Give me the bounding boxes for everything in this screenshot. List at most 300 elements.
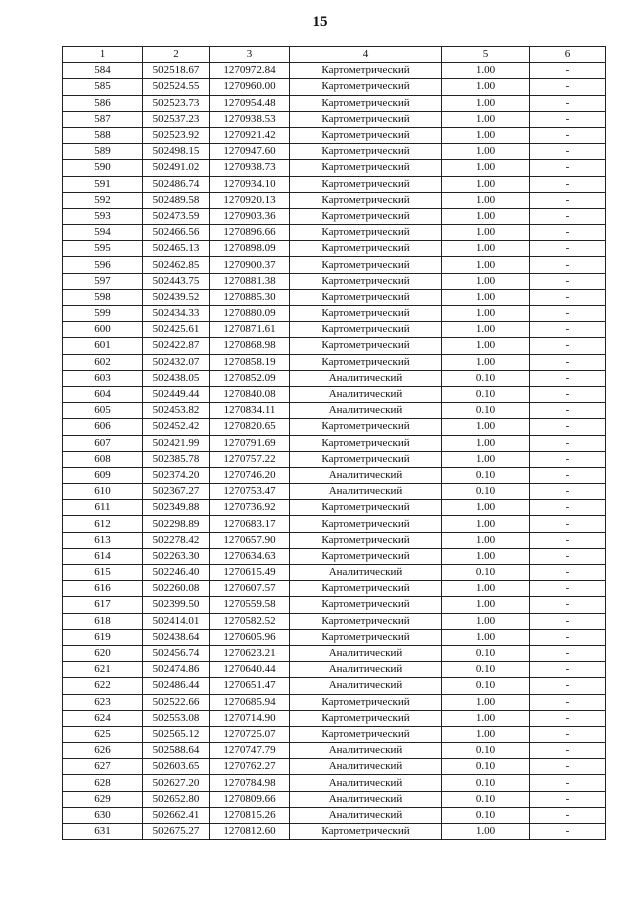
point-number-cell: 606 <box>63 419 143 435</box>
x-coordinate-cell: 502662.41 <box>143 807 210 823</box>
point-number-cell: 618 <box>63 613 143 629</box>
y-coordinate-cell: 1270920.13 <box>210 192 290 208</box>
table-row <box>63 775 606 791</box>
table-row <box>63 516 606 532</box>
accuracy-cell: 0.10 <box>442 775 530 791</box>
point-number-cell: 596 <box>63 257 143 273</box>
accuracy-cell: 1.00 <box>442 289 530 305</box>
table-row <box>63 176 606 192</box>
note-cell: - <box>530 257 606 273</box>
table-row <box>63 208 606 224</box>
accuracy-cell: 1.00 <box>442 500 530 516</box>
method-cell: Картометрический <box>290 338 442 354</box>
method-cell: Аналитический <box>290 662 442 678</box>
method-cell: Картометрический <box>290 419 442 435</box>
table-row <box>63 289 606 305</box>
y-coordinate-cell: 1270960.00 <box>210 79 290 95</box>
note-cell: - <box>530 354 606 370</box>
method-cell: Картометрический <box>290 516 442 532</box>
table-row <box>63 95 606 111</box>
table-row <box>63 565 606 581</box>
x-coordinate-cell: 502246.40 <box>143 565 210 581</box>
method-cell: Картометрический <box>290 225 442 241</box>
method-cell: Картометрический <box>290 726 442 742</box>
point-number-cell: 612 <box>63 516 143 532</box>
x-coordinate-cell: 502465.13 <box>143 241 210 257</box>
note-cell: - <box>530 597 606 613</box>
y-coordinate-cell: 1270736.92 <box>210 500 290 516</box>
y-coordinate-cell: 1270972.84 <box>210 63 290 79</box>
x-coordinate-cell: 502486.44 <box>143 678 210 694</box>
method-cell: Картометрический <box>290 306 442 322</box>
point-number-cell: 628 <box>63 775 143 791</box>
method-cell: Картометрический <box>290 127 442 143</box>
method-cell: Картометрический <box>290 613 442 629</box>
note-cell: - <box>530 759 606 775</box>
method-cell: Аналитический <box>290 370 442 386</box>
y-coordinate-cell: 1270640.44 <box>210 662 290 678</box>
point-number-cell: 602 <box>63 354 143 370</box>
accuracy-cell: 1.00 <box>442 241 530 257</box>
column-header: 6 <box>530 47 606 63</box>
table-row <box>63 403 606 419</box>
y-coordinate-cell: 1270885.30 <box>210 289 290 305</box>
accuracy-cell: 0.10 <box>442 484 530 500</box>
point-number-cell: 621 <box>63 662 143 678</box>
table-row <box>63 726 606 742</box>
note-cell: - <box>530 791 606 807</box>
y-coordinate-cell: 1270683.17 <box>210 516 290 532</box>
accuracy-cell: 0.10 <box>442 467 530 483</box>
x-coordinate-cell: 502421.99 <box>143 435 210 451</box>
method-cell: Картометрический <box>290 273 442 289</box>
method-cell: Картометрический <box>290 208 442 224</box>
point-number-cell: 609 <box>63 467 143 483</box>
note-cell: - <box>530 273 606 289</box>
y-coordinate-cell: 1270725.07 <box>210 726 290 742</box>
accuracy-cell: 1.00 <box>442 144 530 160</box>
x-coordinate-cell: 502449.44 <box>143 386 210 402</box>
y-coordinate-cell: 1270938.53 <box>210 111 290 127</box>
y-coordinate-cell: 1270898.09 <box>210 241 290 257</box>
note-cell: - <box>530 500 606 516</box>
method-cell: Картометрический <box>290 79 442 95</box>
note-cell: - <box>530 160 606 176</box>
y-coordinate-cell: 1270820.65 <box>210 419 290 435</box>
y-coordinate-cell: 1270559.58 <box>210 597 290 613</box>
accuracy-cell: 1.00 <box>442 208 530 224</box>
method-cell: Картометрический <box>290 144 442 160</box>
table-row <box>63 370 606 386</box>
note-cell: - <box>530 419 606 435</box>
accuracy-cell: 1.00 <box>442 532 530 548</box>
note-cell: - <box>530 127 606 143</box>
y-coordinate-cell: 1270762.27 <box>210 759 290 775</box>
table-row <box>63 241 606 257</box>
x-coordinate-cell: 502588.64 <box>143 743 210 759</box>
x-coordinate-cell: 502438.05 <box>143 370 210 386</box>
x-coordinate-cell: 502486.74 <box>143 176 210 192</box>
method-cell: Аналитический <box>290 743 442 759</box>
method-cell: Аналитический <box>290 759 442 775</box>
method-cell: Аналитический <box>290 467 442 483</box>
accuracy-cell: 1.00 <box>442 95 530 111</box>
method-cell: Картометрический <box>290 581 442 597</box>
y-coordinate-cell: 1270791.69 <box>210 435 290 451</box>
accuracy-cell: 1.00 <box>442 824 530 840</box>
accuracy-cell: 1.00 <box>442 127 530 143</box>
point-number-cell: 589 <box>63 144 143 160</box>
note-cell: - <box>530 645 606 661</box>
point-number-cell: 613 <box>63 532 143 548</box>
x-coordinate-cell: 502298.89 <box>143 516 210 532</box>
accuracy-cell: 1.00 <box>442 726 530 742</box>
x-coordinate-cell: 502414.01 <box>143 613 210 629</box>
table-row <box>63 532 606 548</box>
method-cell: Картометрический <box>290 354 442 370</box>
method-cell: Картометрический <box>290 710 442 726</box>
accuracy-cell: 1.00 <box>442 79 530 95</box>
y-coordinate-cell: 1270634.63 <box>210 548 290 564</box>
note-cell: - <box>530 678 606 694</box>
point-number-cell: 623 <box>63 694 143 710</box>
accuracy-cell: 1.00 <box>442 548 530 564</box>
method-cell: Картометрический <box>290 241 442 257</box>
x-coordinate-cell: 502489.58 <box>143 192 210 208</box>
y-coordinate-cell: 1270582.52 <box>210 613 290 629</box>
point-number-cell: 610 <box>63 484 143 500</box>
method-cell: Аналитический <box>290 403 442 419</box>
table-row <box>63 386 606 402</box>
x-coordinate-cell: 502422.87 <box>143 338 210 354</box>
point-number-cell: 604 <box>63 386 143 402</box>
method-cell: Аналитический <box>290 807 442 823</box>
accuracy-cell: 0.10 <box>442 662 530 678</box>
note-cell: - <box>530 726 606 742</box>
table-row <box>63 694 606 710</box>
y-coordinate-cell: 1270747.79 <box>210 743 290 759</box>
note-cell: - <box>530 629 606 645</box>
note-cell: - <box>530 241 606 257</box>
note-cell: - <box>530 208 606 224</box>
table-row <box>63 581 606 597</box>
note-cell: - <box>530 824 606 840</box>
table-row <box>63 257 606 273</box>
method-cell: Картометрический <box>290 824 442 840</box>
y-coordinate-cell: 1270714.90 <box>210 710 290 726</box>
table-row <box>63 111 606 127</box>
accuracy-cell: 1.00 <box>442 597 530 613</box>
x-coordinate-cell: 502524.55 <box>143 79 210 95</box>
note-cell: - <box>530 532 606 548</box>
method-cell: Картометрический <box>290 694 442 710</box>
method-cell: Картометрический <box>290 192 442 208</box>
accuracy-cell: 0.10 <box>442 403 530 419</box>
note-cell: - <box>530 111 606 127</box>
x-coordinate-cell: 502518.67 <box>143 63 210 79</box>
y-coordinate-cell: 1270896.66 <box>210 225 290 241</box>
point-number-cell: 591 <box>63 176 143 192</box>
note-cell: - <box>530 662 606 678</box>
table-row <box>63 645 606 661</box>
note-cell: - <box>530 95 606 111</box>
accuracy-cell: 0.10 <box>442 807 530 823</box>
method-cell: Аналитический <box>290 791 442 807</box>
point-number-cell: 586 <box>63 95 143 111</box>
column-header: 4 <box>290 47 442 63</box>
accuracy-cell: 1.00 <box>442 192 530 208</box>
accuracy-cell: 1.00 <box>442 435 530 451</box>
method-cell: Картометрический <box>290 532 442 548</box>
table-row <box>63 548 606 564</box>
y-coordinate-cell: 1270657.90 <box>210 532 290 548</box>
accuracy-cell: 0.10 <box>442 759 530 775</box>
page-number: 15 <box>312 14 328 30</box>
note-cell: - <box>530 79 606 95</box>
method-cell: Картометрический <box>290 597 442 613</box>
x-coordinate-cell: 502443.75 <box>143 273 210 289</box>
point-number-cell: 616 <box>63 581 143 597</box>
y-coordinate-cell: 1270903.36 <box>210 208 290 224</box>
table-header-row <box>63 47 606 63</box>
point-number-cell: 629 <box>63 791 143 807</box>
table-row <box>63 484 606 500</box>
note-cell: - <box>530 322 606 338</box>
y-coordinate-cell: 1270746.20 <box>210 467 290 483</box>
note-cell: - <box>530 225 606 241</box>
y-coordinate-cell: 1270840.08 <box>210 386 290 402</box>
y-coordinate-cell: 1270947.60 <box>210 144 290 160</box>
y-coordinate-cell: 1270938.73 <box>210 160 290 176</box>
point-number-cell: 625 <box>63 726 143 742</box>
method-cell: Аналитический <box>290 775 442 791</box>
table-row <box>63 322 606 338</box>
x-coordinate-cell: 502367.27 <box>143 484 210 500</box>
table-row <box>63 192 606 208</box>
method-cell: Аналитический <box>290 484 442 500</box>
x-coordinate-cell: 502491.02 <box>143 160 210 176</box>
table-row <box>63 743 606 759</box>
x-coordinate-cell: 502523.73 <box>143 95 210 111</box>
x-coordinate-cell: 502473.59 <box>143 208 210 224</box>
x-coordinate-cell: 502462.85 <box>143 257 210 273</box>
x-coordinate-cell: 502349.88 <box>143 500 210 516</box>
point-number-cell: 620 <box>63 645 143 661</box>
y-coordinate-cell: 1270685.94 <box>210 694 290 710</box>
table-row <box>63 144 606 160</box>
x-coordinate-cell: 502434.33 <box>143 306 210 322</box>
y-coordinate-cell: 1270623.21 <box>210 645 290 661</box>
method-cell: Картометрический <box>290 160 442 176</box>
point-number-cell: 605 <box>63 403 143 419</box>
point-number-cell: 615 <box>63 565 143 581</box>
y-coordinate-cell: 1270757.22 <box>210 451 290 467</box>
method-cell: Аналитический <box>290 678 442 694</box>
note-cell: - <box>530 435 606 451</box>
accuracy-cell: 0.10 <box>442 370 530 386</box>
accuracy-cell: 1.00 <box>442 176 530 192</box>
x-coordinate-cell: 502453.82 <box>143 403 210 419</box>
x-coordinate-cell: 502603.65 <box>143 759 210 775</box>
accuracy-cell: 0.10 <box>442 386 530 402</box>
x-coordinate-cell: 502399.50 <box>143 597 210 613</box>
table-row <box>63 807 606 823</box>
method-cell: Картометрический <box>290 289 442 305</box>
note-cell: - <box>530 467 606 483</box>
x-coordinate-cell: 502374.20 <box>143 467 210 483</box>
point-number-cell: 601 <box>63 338 143 354</box>
method-cell: Картометрический <box>290 63 442 79</box>
point-number-cell: 594 <box>63 225 143 241</box>
y-coordinate-cell: 1270858.19 <box>210 354 290 370</box>
method-cell: Аналитический <box>290 565 442 581</box>
y-coordinate-cell: 1270880.09 <box>210 306 290 322</box>
note-cell: - <box>530 306 606 322</box>
point-number-cell: 626 <box>63 743 143 759</box>
table-row <box>63 127 606 143</box>
point-number-cell: 597 <box>63 273 143 289</box>
table-row <box>63 306 606 322</box>
accuracy-cell: 1.00 <box>442 516 530 532</box>
table-row <box>63 467 606 483</box>
y-coordinate-cell: 1270753.47 <box>210 484 290 500</box>
x-coordinate-cell: 502565.12 <box>143 726 210 742</box>
x-coordinate-cell: 502474.86 <box>143 662 210 678</box>
y-coordinate-cell: 1270852.09 <box>210 370 290 386</box>
y-coordinate-cell: 1270607.57 <box>210 581 290 597</box>
method-cell: Картометрический <box>290 111 442 127</box>
x-coordinate-cell: 502432.07 <box>143 354 210 370</box>
accuracy-cell: 1.00 <box>442 160 530 176</box>
x-coordinate-cell: 502523.92 <box>143 127 210 143</box>
y-coordinate-cell: 1270934.10 <box>210 176 290 192</box>
x-coordinate-cell: 502456.74 <box>143 645 210 661</box>
accuracy-cell: 1.00 <box>442 257 530 273</box>
accuracy-cell: 0.10 <box>442 565 530 581</box>
table-row <box>63 79 606 95</box>
point-number-cell: 590 <box>63 160 143 176</box>
method-cell: Аналитический <box>290 386 442 402</box>
point-number-cell: 599 <box>63 306 143 322</box>
point-number-cell: 588 <box>63 127 143 143</box>
note-cell: - <box>530 694 606 710</box>
point-number-cell: 595 <box>63 241 143 257</box>
y-coordinate-cell: 1270651.47 <box>210 678 290 694</box>
note-cell: - <box>530 289 606 305</box>
point-number-cell: 607 <box>63 435 143 451</box>
x-coordinate-cell: 502438.64 <box>143 629 210 645</box>
method-cell: Картометрический <box>290 451 442 467</box>
note-cell: - <box>530 613 606 629</box>
x-coordinate-cell: 502553.08 <box>143 710 210 726</box>
point-number-cell: 617 <box>63 597 143 613</box>
note-cell: - <box>530 807 606 823</box>
note-cell: - <box>530 386 606 402</box>
method-cell: Картометрический <box>290 95 442 111</box>
accuracy-cell: 0.10 <box>442 791 530 807</box>
table-row <box>63 419 606 435</box>
accuracy-cell: 1.00 <box>442 306 530 322</box>
point-number-cell: 584 <box>63 63 143 79</box>
point-number-cell: 587 <box>63 111 143 127</box>
accuracy-cell: 1.00 <box>442 338 530 354</box>
table-row <box>63 759 606 775</box>
method-cell: Картометрический <box>290 500 442 516</box>
table-row <box>63 338 606 354</box>
point-number-cell: 598 <box>63 289 143 305</box>
column-header: 5 <box>442 47 530 63</box>
accuracy-cell: 1.00 <box>442 322 530 338</box>
x-coordinate-cell: 502498.15 <box>143 144 210 160</box>
y-coordinate-cell: 1270784.98 <box>210 775 290 791</box>
table-row <box>63 710 606 726</box>
table-row <box>63 500 606 516</box>
accuracy-cell: 1.00 <box>442 273 530 289</box>
note-cell: - <box>530 370 606 386</box>
column-header: 1 <box>63 47 143 63</box>
table-row <box>63 273 606 289</box>
note-cell: - <box>530 63 606 79</box>
accuracy-cell: 1.00 <box>442 419 530 435</box>
note-cell: - <box>530 403 606 419</box>
point-number-cell: 630 <box>63 807 143 823</box>
note-cell: - <box>530 548 606 564</box>
table-row <box>63 63 606 79</box>
note-cell: - <box>530 176 606 192</box>
column-header: 2 <box>143 47 210 63</box>
method-cell: Картометрический <box>290 548 442 564</box>
note-cell: - <box>530 775 606 791</box>
note-cell: - <box>530 338 606 354</box>
accuracy-cell: 0.10 <box>442 645 530 661</box>
y-coordinate-cell: 1270812.60 <box>210 824 290 840</box>
x-coordinate-cell: 502675.27 <box>143 824 210 840</box>
point-number-cell: 603 <box>63 370 143 386</box>
accuracy-cell: 1.00 <box>442 613 530 629</box>
table-row <box>63 613 606 629</box>
x-coordinate-cell: 502652.80 <box>143 791 210 807</box>
coordinates-table <box>62 46 606 840</box>
note-cell: - <box>530 144 606 160</box>
method-cell: Картометрический <box>290 322 442 338</box>
method-cell: Аналитический <box>290 645 442 661</box>
point-number-cell: 608 <box>63 451 143 467</box>
accuracy-cell: 0.10 <box>442 678 530 694</box>
accuracy-cell: 1.00 <box>442 63 530 79</box>
y-coordinate-cell: 1270868.98 <box>210 338 290 354</box>
x-coordinate-cell: 502537.23 <box>143 111 210 127</box>
table-row <box>63 435 606 451</box>
point-number-cell: 614 <box>63 548 143 564</box>
x-coordinate-cell: 502260.08 <box>143 581 210 597</box>
accuracy-cell: 0.10 <box>442 743 530 759</box>
y-coordinate-cell: 1270871.61 <box>210 322 290 338</box>
accuracy-cell: 1.00 <box>442 354 530 370</box>
table-row <box>63 629 606 645</box>
x-coordinate-cell: 502439.52 <box>143 289 210 305</box>
note-cell: - <box>530 516 606 532</box>
y-coordinate-cell: 1270954.48 <box>210 95 290 111</box>
point-number-cell: 592 <box>63 192 143 208</box>
table-row <box>63 225 606 241</box>
point-number-cell: 600 <box>63 322 143 338</box>
y-coordinate-cell: 1270881.38 <box>210 273 290 289</box>
y-coordinate-cell: 1270921.42 <box>210 127 290 143</box>
note-cell: - <box>530 743 606 759</box>
note-cell: - <box>530 565 606 581</box>
column-header: 3 <box>210 47 290 63</box>
x-coordinate-cell: 502452.42 <box>143 419 210 435</box>
